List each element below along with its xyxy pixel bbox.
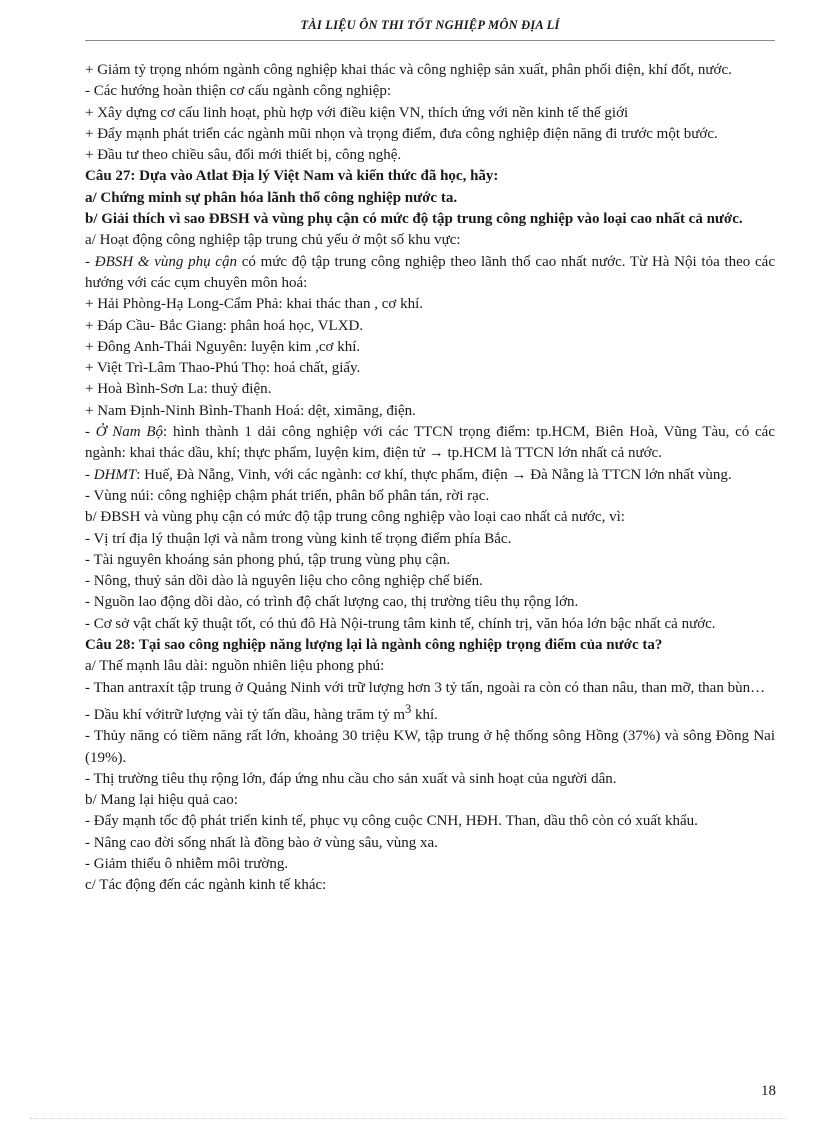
region-label: DHMT	[93, 466, 137, 483]
paragraph-text: : Huế, Đà Nẵng, Vinh, với các ngành: cơ khí, thực phẩm, điện → Đà Nẵng là TTCN lớn nhất vùng.	[136, 466, 732, 483]
paragraph: b/ ĐBSH và vùng phụ cận có mức độ tập trung công nghiệp vào loại cao nhất cả nước, vì:	[85, 509, 625, 526]
footer-divider	[30, 1118, 786, 1119]
paragraph: + Đáp Cầu- Bắc Giang: phân hoá học, VLXD.	[85, 317, 364, 334]
region-label: ĐBSH & vùng phụ cận	[94, 253, 237, 270]
paragraph-text: - Dầu khí vớitrữ lượng vài tỷ tấn dầu, hàng trăm tỷ m	[85, 706, 405, 723]
dash: -	[85, 253, 95, 270]
paragraph: - Than antraxít tập trung ở Quảng Ninh với trữ lượng hơn 3 tỷ tấn, ngoài ra còn có than nâu, than mỡ, than bùn…	[85, 679, 766, 696]
paragraph: b/ Mang lại hiệu quả cao:	[85, 792, 238, 809]
paragraph	[85, 465, 775, 486]
paragraph: - Thủy năng có tiềm năng rất lớn, khoảng 30 triệu KW, tập trung ở hệ thống sông Hồng (37%) và sông Đồng Nai (19%).	[85, 728, 775, 766]
paragraph: + Giảm tỷ trọng nhóm ngành công nghiệp khai thác và công nghiệp sản xuất, phân phối điện, khí đốt, nước.	[85, 62, 732, 78]
paragraph: - Giảm thiểu ô nhiễm môi trường.	[85, 855, 289, 872]
paragraph: - Tài nguyên khoáng sản phong phú, tập trung vùng phụ cận.	[85, 551, 451, 568]
paragraph: + Đẩy mạnh phát triển các ngành mũi nhọn và trọng điểm, đưa công nghiệp điện năng đi trước một bước.	[85, 125, 718, 142]
paragraph: - Các hướng hoàn thiện cơ cấu ngành công nghiệp:	[85, 83, 391, 100]
paragraph-text: khí.	[411, 706, 438, 723]
paragraph: + Đầu tư theo chiều sâu, đổi mới thiết bị, công nghệ.	[85, 147, 402, 164]
page-header-title: TÀI LIỆU ÔN THI TỐT NGHIỆP MÔN ĐỊA LÍ	[300, 18, 560, 32]
superscript: 3	[404, 701, 412, 716]
header-divider	[85, 40, 775, 41]
paragraph: a/ Thế mạnh lâu dài: nguồn nhiên liệu phong phú:	[85, 658, 385, 675]
paragraph: + Hải Phòng-Hạ Long-Cẩm Phả: khai thác than , cơ khí.	[85, 296, 423, 313]
paragraph-text: có mức độ tập trung công nghiệp theo lãnh thổ cao nhất nước. Từ Hà Nội tỏa theo các hướng với các cụm chuyên môn hoá:	[85, 253, 775, 291]
paragraph	[85, 699, 775, 726]
paragraph: a/ Hoạt động công nghiệp tập trung chủ yếu ở một số khu vực:	[85, 232, 461, 249]
paragraph	[85, 422, 775, 465]
paragraph: - Thị trường tiêu thụ rộng lớn, đáp ứng nhu cầu cho sản xuất và sinh hoạt của người dân.	[85, 770, 617, 787]
paragraph-text: : hình thành 1 dải công nghiệp với các TTCN trọng điểm: tp.HCM, Biên Hoà, Vũng Tàu, có các ngành: khai thác dầu, khí; thực phẩm, luyện kim, điện tử → tp.HCM là TTCN lớn nhất cả nước.	[85, 424, 775, 462]
paragraph: - Đẩy mạnh tốc độ phát triển kinh tế, phục vụ công cuộc CNH, HĐH. Than, dầu thô còn có xuất khẩu.	[85, 813, 698, 830]
paragraph: - Cơ sở vật chất kỹ thuật tốt, có thủ đô Hà Nội-trung tâm kinh tế, chính trị, văn hóa lớn bậc nhất cả nước.	[85, 615, 716, 632]
paragraph: + Nam Định-Ninh Bình-Thanh Hoá: dệt, ximăng, điện.	[85, 402, 416, 419]
question-27-part-a: a/ Chứng minh sự phân hóa lãnh thổ công nghiệp nước ta.	[85, 189, 458, 206]
region-label: Ở Nam Bộ	[95, 424, 164, 441]
paragraph: - Nông, thuỷ sản dồi dào là nguyên liệu cho công nghiệp chế biến.	[85, 573, 483, 590]
paragraph: + Xây dựng cơ cấu linh hoạt, phù hợp với điều kiện VN, thích ứng với nền kinh tế thế giới	[85, 104, 629, 121]
question-27-heading: Câu 27: Dựa vào Atlat Địa lý Việt Nam và kiến thức đã học, hãy:	[85, 168, 499, 185]
paragraph: - Nguồn lao động dồi dào, có trình độ chất lượng cao, thị trường tiêu thụ rộng lớn.	[85, 594, 579, 611]
paragraph: + Việt Trì-Lâm Thao-Phú Thọ: hoá chất, giấy.	[85, 360, 361, 377]
dash: -	[85, 466, 94, 483]
question-27-part-b: b/ Giải thích vì sao ĐBSH và vùng phụ cận có mức độ tập trung công nghiệp vào loại cao nhất cả nước.	[85, 211, 743, 228]
paragraph: c/ Tác động đến các ngành kinh tế khác:	[85, 877, 327, 894]
paragraph: - Nâng cao đời sống nhất là đồng bào ở vùng sâu, vùng xa.	[85, 834, 438, 851]
question-28-heading: Câu 28: Tại sao công nghiệp năng lượng lại là ngành công nghiệp trọng điểm của nước ta?	[85, 637, 663, 654]
page-number: 18	[761, 1083, 776, 1099]
paragraph	[85, 252, 775, 295]
paragraph: + Đông Anh-Thái Nguyên: luyện kim ,cơ khí.	[85, 338, 361, 355]
paragraph: + Hoà Bình-Sơn La: thuỷ điện.	[85, 381, 272, 398]
paragraph: - Vị trí địa lý thuận lợi và nằm trong vùng kinh tế trọng điểm phía Bắc.	[85, 530, 512, 547]
dash: -	[85, 424, 96, 441]
document-body	[85, 60, 775, 897]
paragraph: - Vùng núi: công nghiệp chậm phát triển, phân bố phân tán, rời rạc.	[85, 487, 490, 504]
